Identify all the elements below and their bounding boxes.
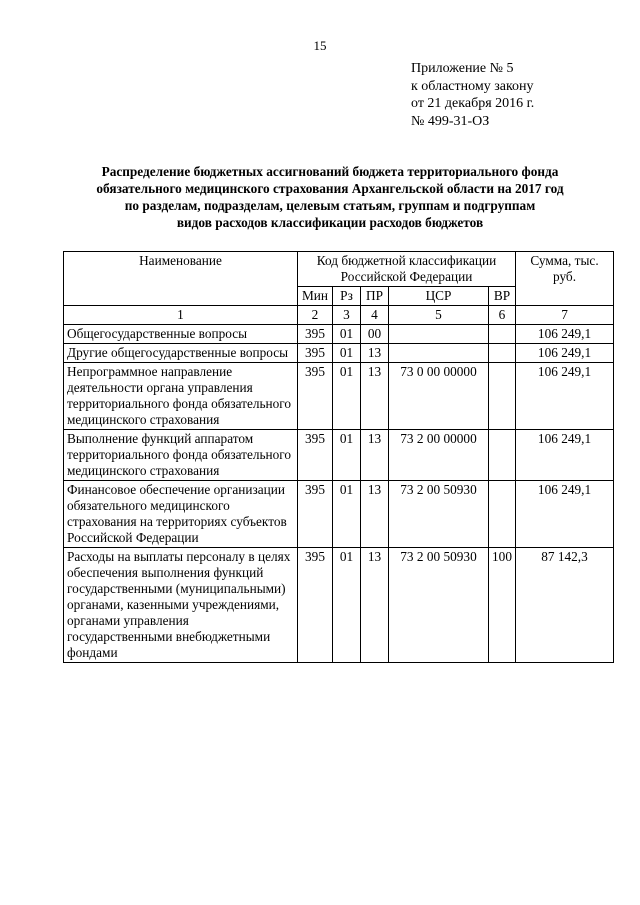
row-csr: 73 2 00 50930: [389, 481, 489, 548]
row-rz: 01: [333, 548, 361, 663]
row-name: Выполнение функций аппаратом территориального фонда обязательного медицинского страхования: [64, 430, 298, 481]
row-pr: 13: [361, 363, 389, 430]
row-min: 395: [298, 363, 333, 430]
table-row: [64, 481, 614, 548]
row-pr: 13: [361, 481, 389, 548]
column-number: 2: [298, 306, 333, 325]
title-line: обязательного медицинского страхования Архангельской области на 2017 год: [96, 181, 564, 196]
header-csr: ЦСР: [389, 287, 489, 306]
row-rz: 01: [333, 344, 361, 363]
appendix-line: Приложение № 5: [411, 61, 514, 76]
row-sum: 87 142,3: [516, 548, 614, 663]
table-row: [64, 344, 614, 363]
row-pr: 13: [361, 548, 389, 663]
row-rz: 01: [333, 430, 361, 481]
row-sum: 106 249,1: [516, 363, 614, 430]
header-code-group: Код бюджетной классификации Российской Федерации: [298, 252, 516, 287]
row-pr: 00: [361, 325, 389, 344]
row-name: Расходы на выплаты персоналу в целях обеспечения выполнения функций государственными (муниципальными) органами, казенными учреждениями, органами управления государственными внебюджетными фондами: [64, 548, 298, 663]
row-min: 395: [298, 325, 333, 344]
table-row: [64, 548, 614, 663]
table-row: [64, 325, 614, 344]
header-rz: Рз: [333, 287, 361, 306]
page-number: 15: [313, 38, 327, 53]
row-csr: 73 2 00 50930: [389, 548, 489, 663]
row-sum: 106 249,1: [516, 481, 614, 548]
document-title: [40, 163, 620, 231]
title-line: по разделам, подразделам, целевым статьям, группам и подгруппам: [124, 198, 536, 213]
table-header-row: [64, 252, 614, 287]
row-rz: 01: [333, 363, 361, 430]
column-number: 7: [516, 306, 614, 325]
appendix-line: к областному закону: [411, 78, 534, 94]
row-vr: [489, 363, 516, 430]
row-csr: 73 0 00 00000: [389, 363, 489, 430]
row-min: 395: [298, 548, 333, 663]
row-name: Финансовое обеспечение организации обязательного медицинского страхования на территориях субъектов Российской Федерации: [64, 481, 298, 548]
row-csr: 73 2 00 00000: [389, 430, 489, 481]
header-vr: ВР: [489, 287, 516, 306]
appendix-block: [411, 60, 534, 130]
budget-table: [63, 251, 614, 663]
appendix-line: № 499-31-ОЗ: [411, 113, 490, 129]
row-vr: [489, 325, 516, 344]
row-name: Общегосударственные вопросы: [64, 325, 298, 344]
row-sum: 106 249,1: [516, 430, 614, 481]
row-rz: 01: [333, 325, 361, 344]
column-number: 5: [389, 306, 489, 325]
column-number-row: [64, 306, 614, 325]
row-pr: 13: [361, 430, 389, 481]
row-sum: 106 249,1: [516, 325, 614, 344]
row-csr: [389, 344, 489, 363]
row-pr: 13: [361, 344, 389, 363]
row-sum: 106 249,1: [516, 344, 614, 363]
row-min: 395: [298, 344, 333, 363]
header-pr: ПР: [361, 287, 389, 306]
row-vr: [489, 344, 516, 363]
title-line: видов расходов классификации расходов бюджетов: [176, 215, 484, 230]
row-vr: [489, 430, 516, 481]
table-row: [64, 363, 614, 430]
column-number: 6: [489, 306, 516, 325]
column-number: 4: [361, 306, 389, 325]
title-line: Распределение бюджетных ассигнований бюджета территориального фонда: [101, 164, 559, 179]
header-sum: Сумма, тыс. руб.: [516, 252, 614, 306]
header-name: Наименование: [64, 252, 298, 306]
row-vr: [489, 481, 516, 548]
row-csr: [389, 325, 489, 344]
row-min: 395: [298, 481, 333, 548]
row-min: 395: [298, 430, 333, 481]
appendix-line: от 21 декабря 2016 г.: [411, 96, 535, 111]
row-rz: 01: [333, 481, 361, 548]
header-min: Мин: [298, 287, 333, 306]
table-row: [64, 430, 614, 481]
column-number: 1: [64, 306, 298, 325]
column-number: 3: [333, 306, 361, 325]
row-name: Другие общегосударственные вопросы: [64, 344, 298, 363]
row-name: Непрограммное направление деятельности органа управления территориального фонда обязательного медицинского страхования: [64, 363, 298, 430]
row-vr: 100: [489, 548, 516, 663]
